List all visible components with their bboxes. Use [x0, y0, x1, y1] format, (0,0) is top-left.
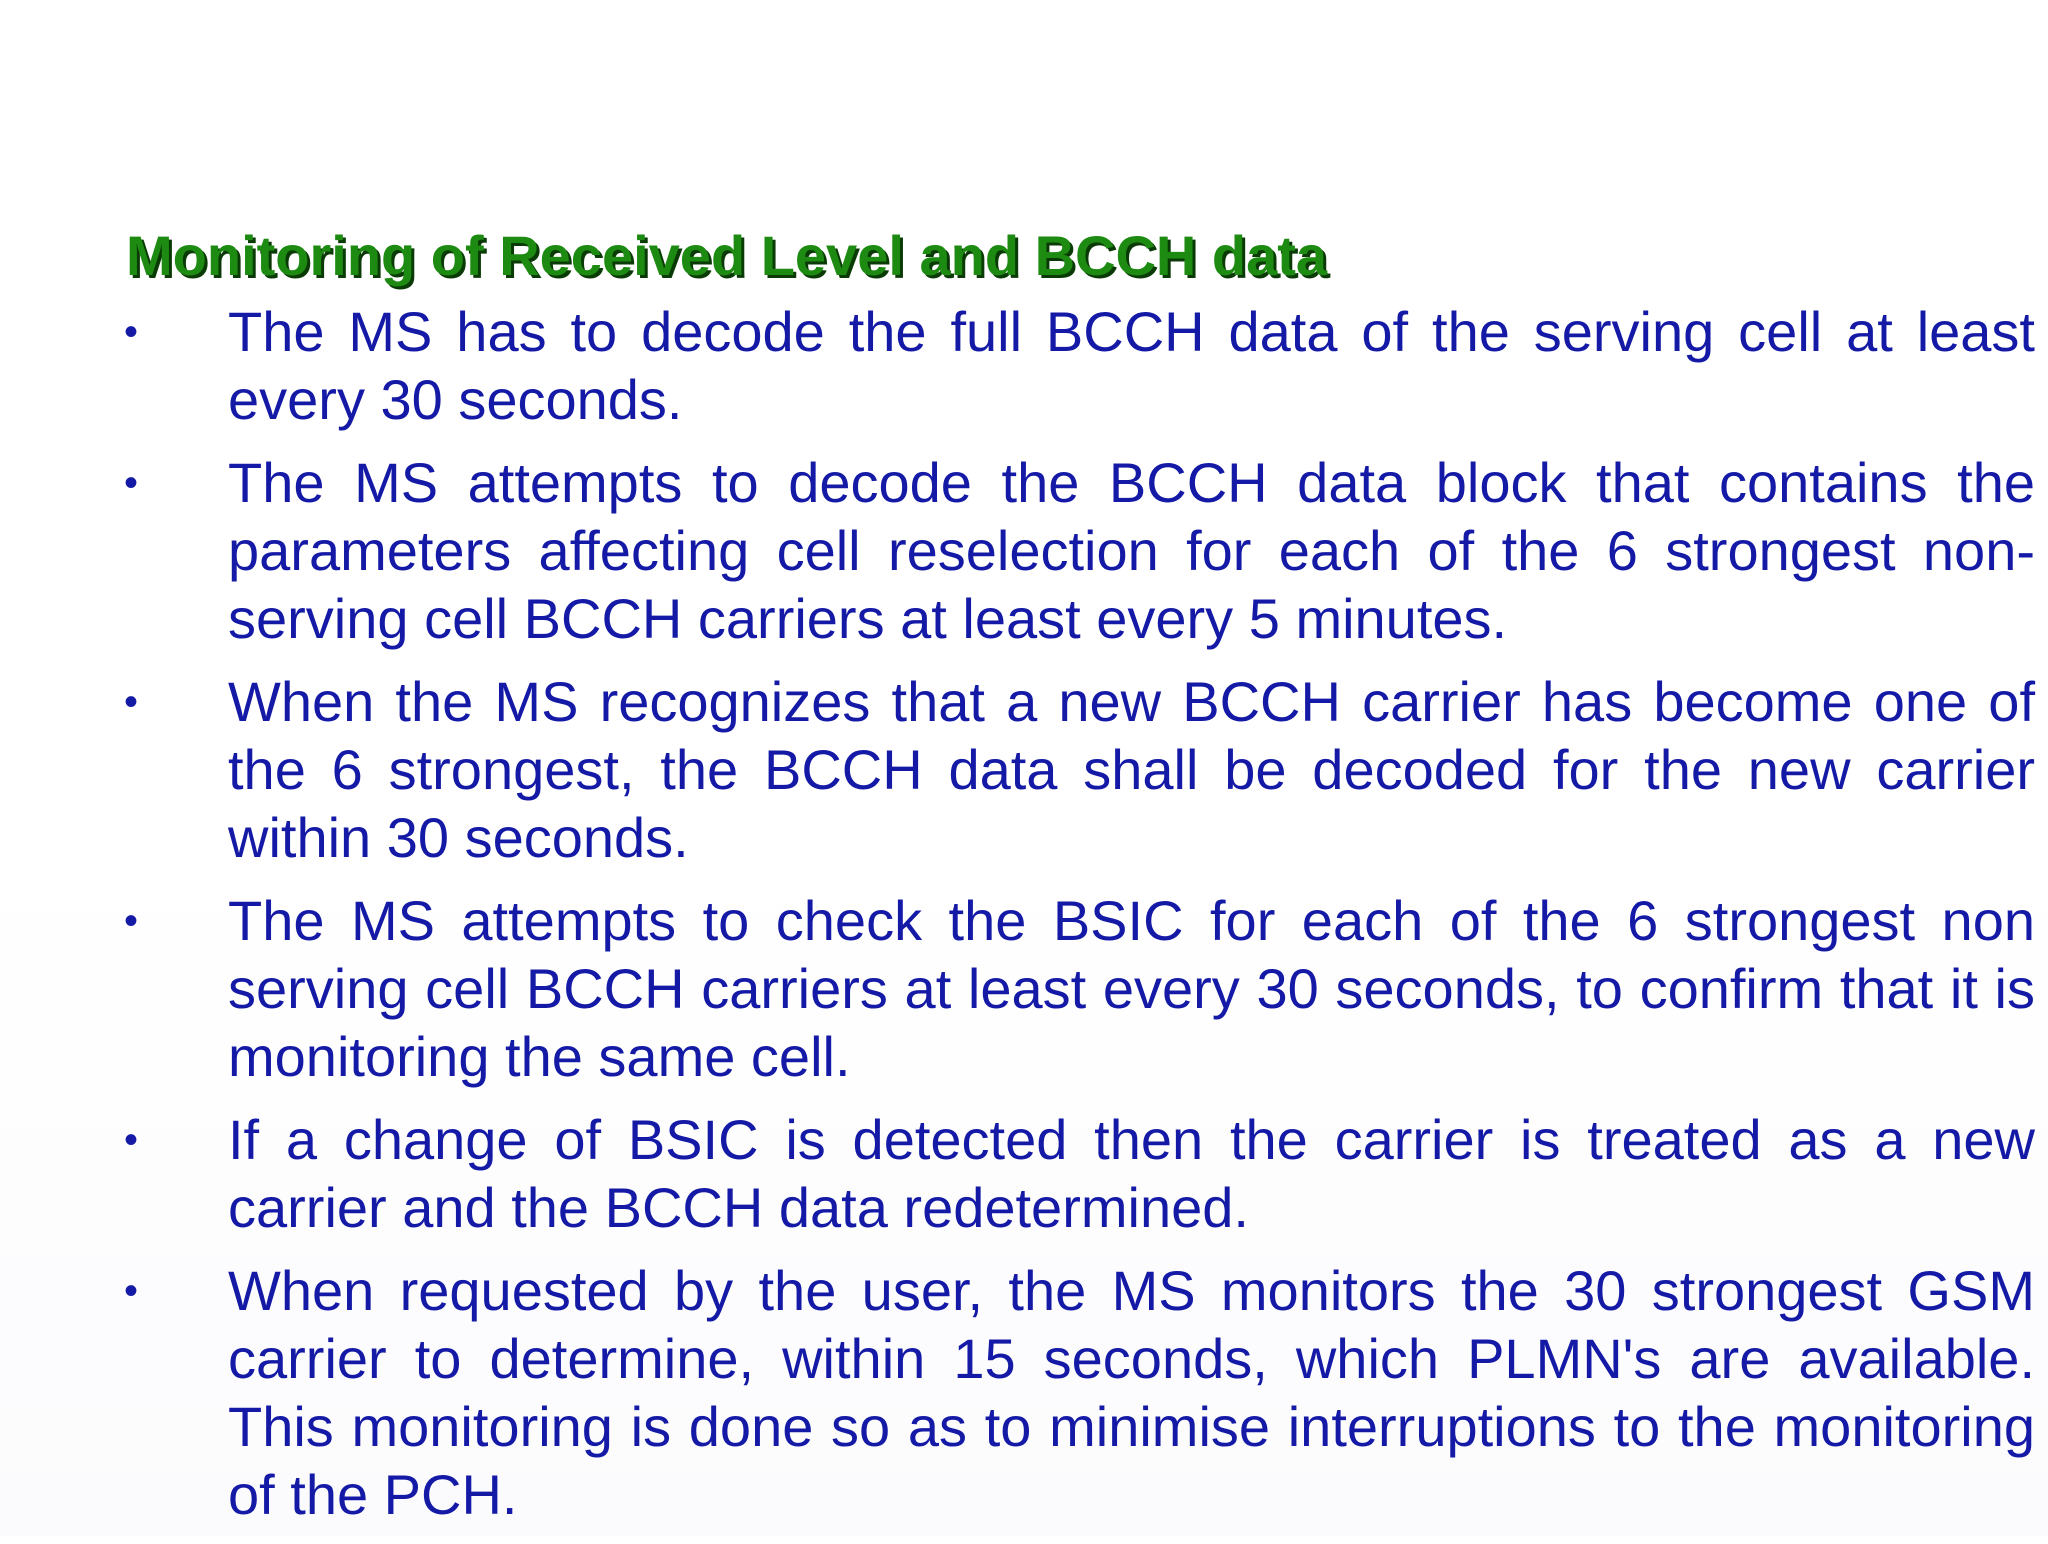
- bullet-icon: •: [124, 461, 139, 505]
- bullet-item: [0, 449, 2048, 653]
- bullet-item: [0, 1257, 2048, 1529]
- bullet-text: The MS attempts to decode the BCCH data block that contains the parameters affecting cell reselection for each of the 6 strongest non-serving cell BCCH carriers at least every 5 minutes.: [228, 451, 2035, 650]
- bullet-text: If a change of BSIC is detected then the carrier is treated as a new carrier and the BCCH data redetermined.: [228, 1108, 2035, 1239]
- bullet-list: [0, 298, 2048, 1544]
- bullet-icon: •: [124, 1118, 139, 1162]
- bullet-item: [0, 1106, 2048, 1242]
- bullet-icon: •: [124, 310, 139, 354]
- bullet-icon: •: [124, 1269, 139, 1313]
- bullet-text: When requested by the user, the MS monitors the 30 strongest GSM carrier to determine, within 15 seconds, which PLMN's are available. This monitoring is done so as to minimise interruptions to the monitoring of the PCH.: [228, 1259, 2035, 1526]
- bullet-item: [0, 887, 2048, 1091]
- bullet-text: The MS attempts to check the BSIC for each of the 6 strongest non serving cell BCCH carriers at least every 30 seconds, to confirm that it is monitoring the same cell.: [228, 889, 2035, 1088]
- bullet-item: [0, 298, 2048, 434]
- bullet-text: The MS has to decode the full BCCH data of the serving cell at least every 30 seconds.: [228, 300, 2035, 431]
- bullet-icon: •: [124, 680, 139, 724]
- bullet-text: When the MS recognizes that a new BCCH carrier has become one of the 6 strongest, the BCCH data shall be decoded for the new carrier within 30 seconds.: [228, 670, 2035, 869]
- bullet-icon: •: [124, 899, 139, 943]
- slide-heading: Monitoring of Received Level and BCCH data: [126, 224, 1328, 287]
- bullet-item: [0, 668, 2048, 872]
